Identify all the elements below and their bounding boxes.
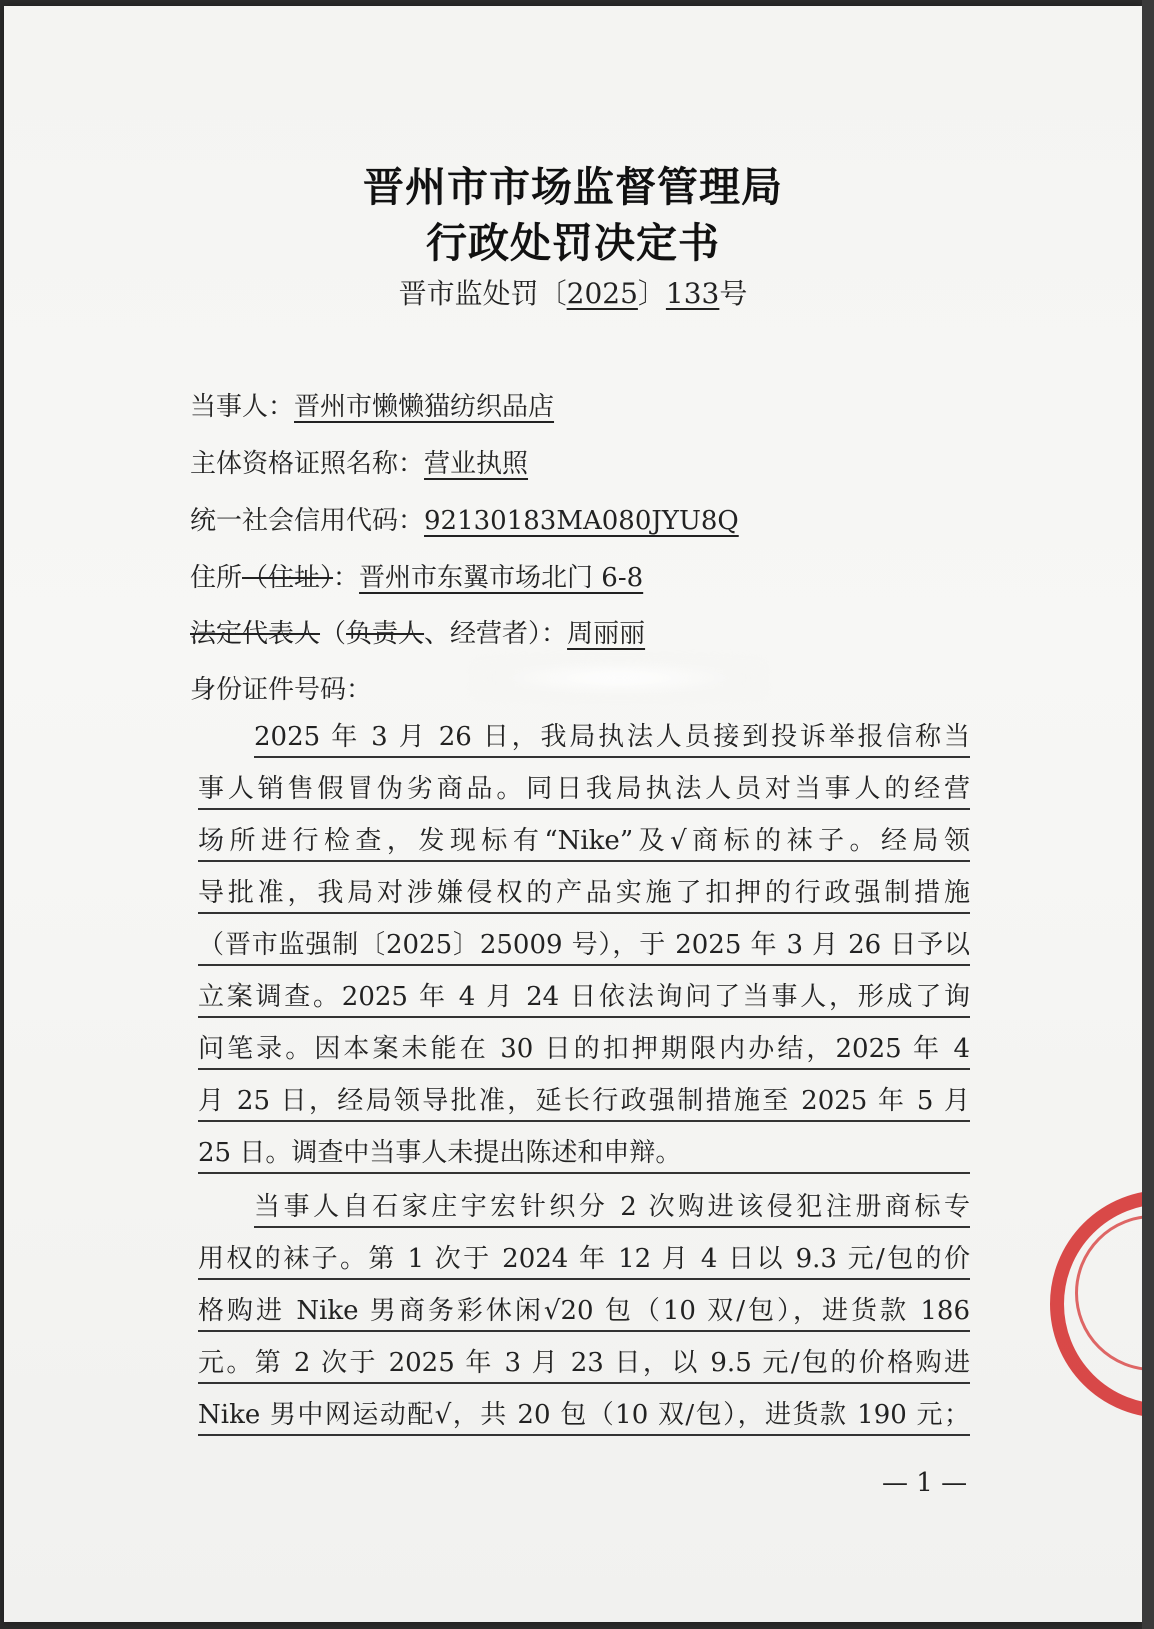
address: 晋州市东翼市场北门 6-8 [359,563,644,593]
document-number: 晋市监处罚〔2025〕133号 [398,277,748,310]
license-row: 主体资格证照名称：营业执照 [190,449,529,479]
text-line: 用权的袜子。第 1 次于 2024 年 12 月 4 日以 9.3 元/包的价 [198,1240,970,1280]
text-line: 导批准，我局对涉嫌侵权的产品实施了扣押的行政强制措施 [198,874,970,914]
text-line: 2025 年 3 月 26 日，我局执法人员接到投诉举报信称当 [254,718,970,758]
address-row: 住所（住址）：晋州市东翼市场北门 6-8 [190,563,644,593]
credit-code: 92130183MA080JYU8Q [424,506,739,536]
document-page [4,6,1142,1622]
text-line: （晋市监强制〔2025〕25009 号），于 2025 年 3 月 26 日予以 [198,926,970,966]
text-line: 立案调查。2025 年 4 月 24 日依法询问了当事人，形成了询 [198,978,970,1018]
document-type-title: 行政处罚决定书 [426,219,720,267]
text-line: 格购进 Nike 男商务彩休闲√20 包（10 双/包），进货款 186 [198,1292,970,1332]
license-name: 营业执照 [424,449,529,479]
redaction-blur [474,658,764,698]
representative-row: 法定代表人（负责人、经营者）：周丽丽 [190,619,646,649]
agency-title: 晋州市市场监督管理局 [363,163,783,211]
text-line: Nike 男中网运动配√，共 20 包（10 双/包），进货款 190 元； [198,1396,970,1436]
representative: 周丽丽 [567,619,646,649]
party-name-row: 当事人：晋州市懒懒猫纺织品店 [190,392,555,422]
page-number: — 1 — [882,1468,968,1498]
text-line: 25 日。调查中当事人未提出陈述和申辩。 [198,1134,970,1174]
text-line: 事人销售假冒伪劣商品。同日我局执法人员对当事人的经营 [198,770,970,810]
text-line: 当事人自石家庄宇宏针织分 2 次购进该侵犯注册商标专 [254,1188,970,1228]
text-line: 元。第 2 次于 2025 年 3 月 23 日，以 9.5 元/包的价格购进 [198,1344,970,1384]
background-edge [1142,0,1154,1629]
party-name: 晋州市懒懒猫纺织品店 [294,392,555,422]
doc-year: 2025 [566,277,638,310]
doc-serial: 133 [665,277,720,310]
credit-code-row: 统一社会信用代码：92130183MA080JYU8Q [190,506,739,536]
text-line: 问笔录。因本案未能在 30 日的扣押期限内办结，2025 年 4 [198,1030,970,1070]
text-line: 场所进行检查，发现标有“Nike”及√商标的袜子。经局领 [198,822,970,862]
id-number-row: 身份证件号码： [190,675,373,705]
text-line: 月 25 日，经局领导批准，延长行政强制措施至 2025 年 5 月 [198,1082,970,1122]
